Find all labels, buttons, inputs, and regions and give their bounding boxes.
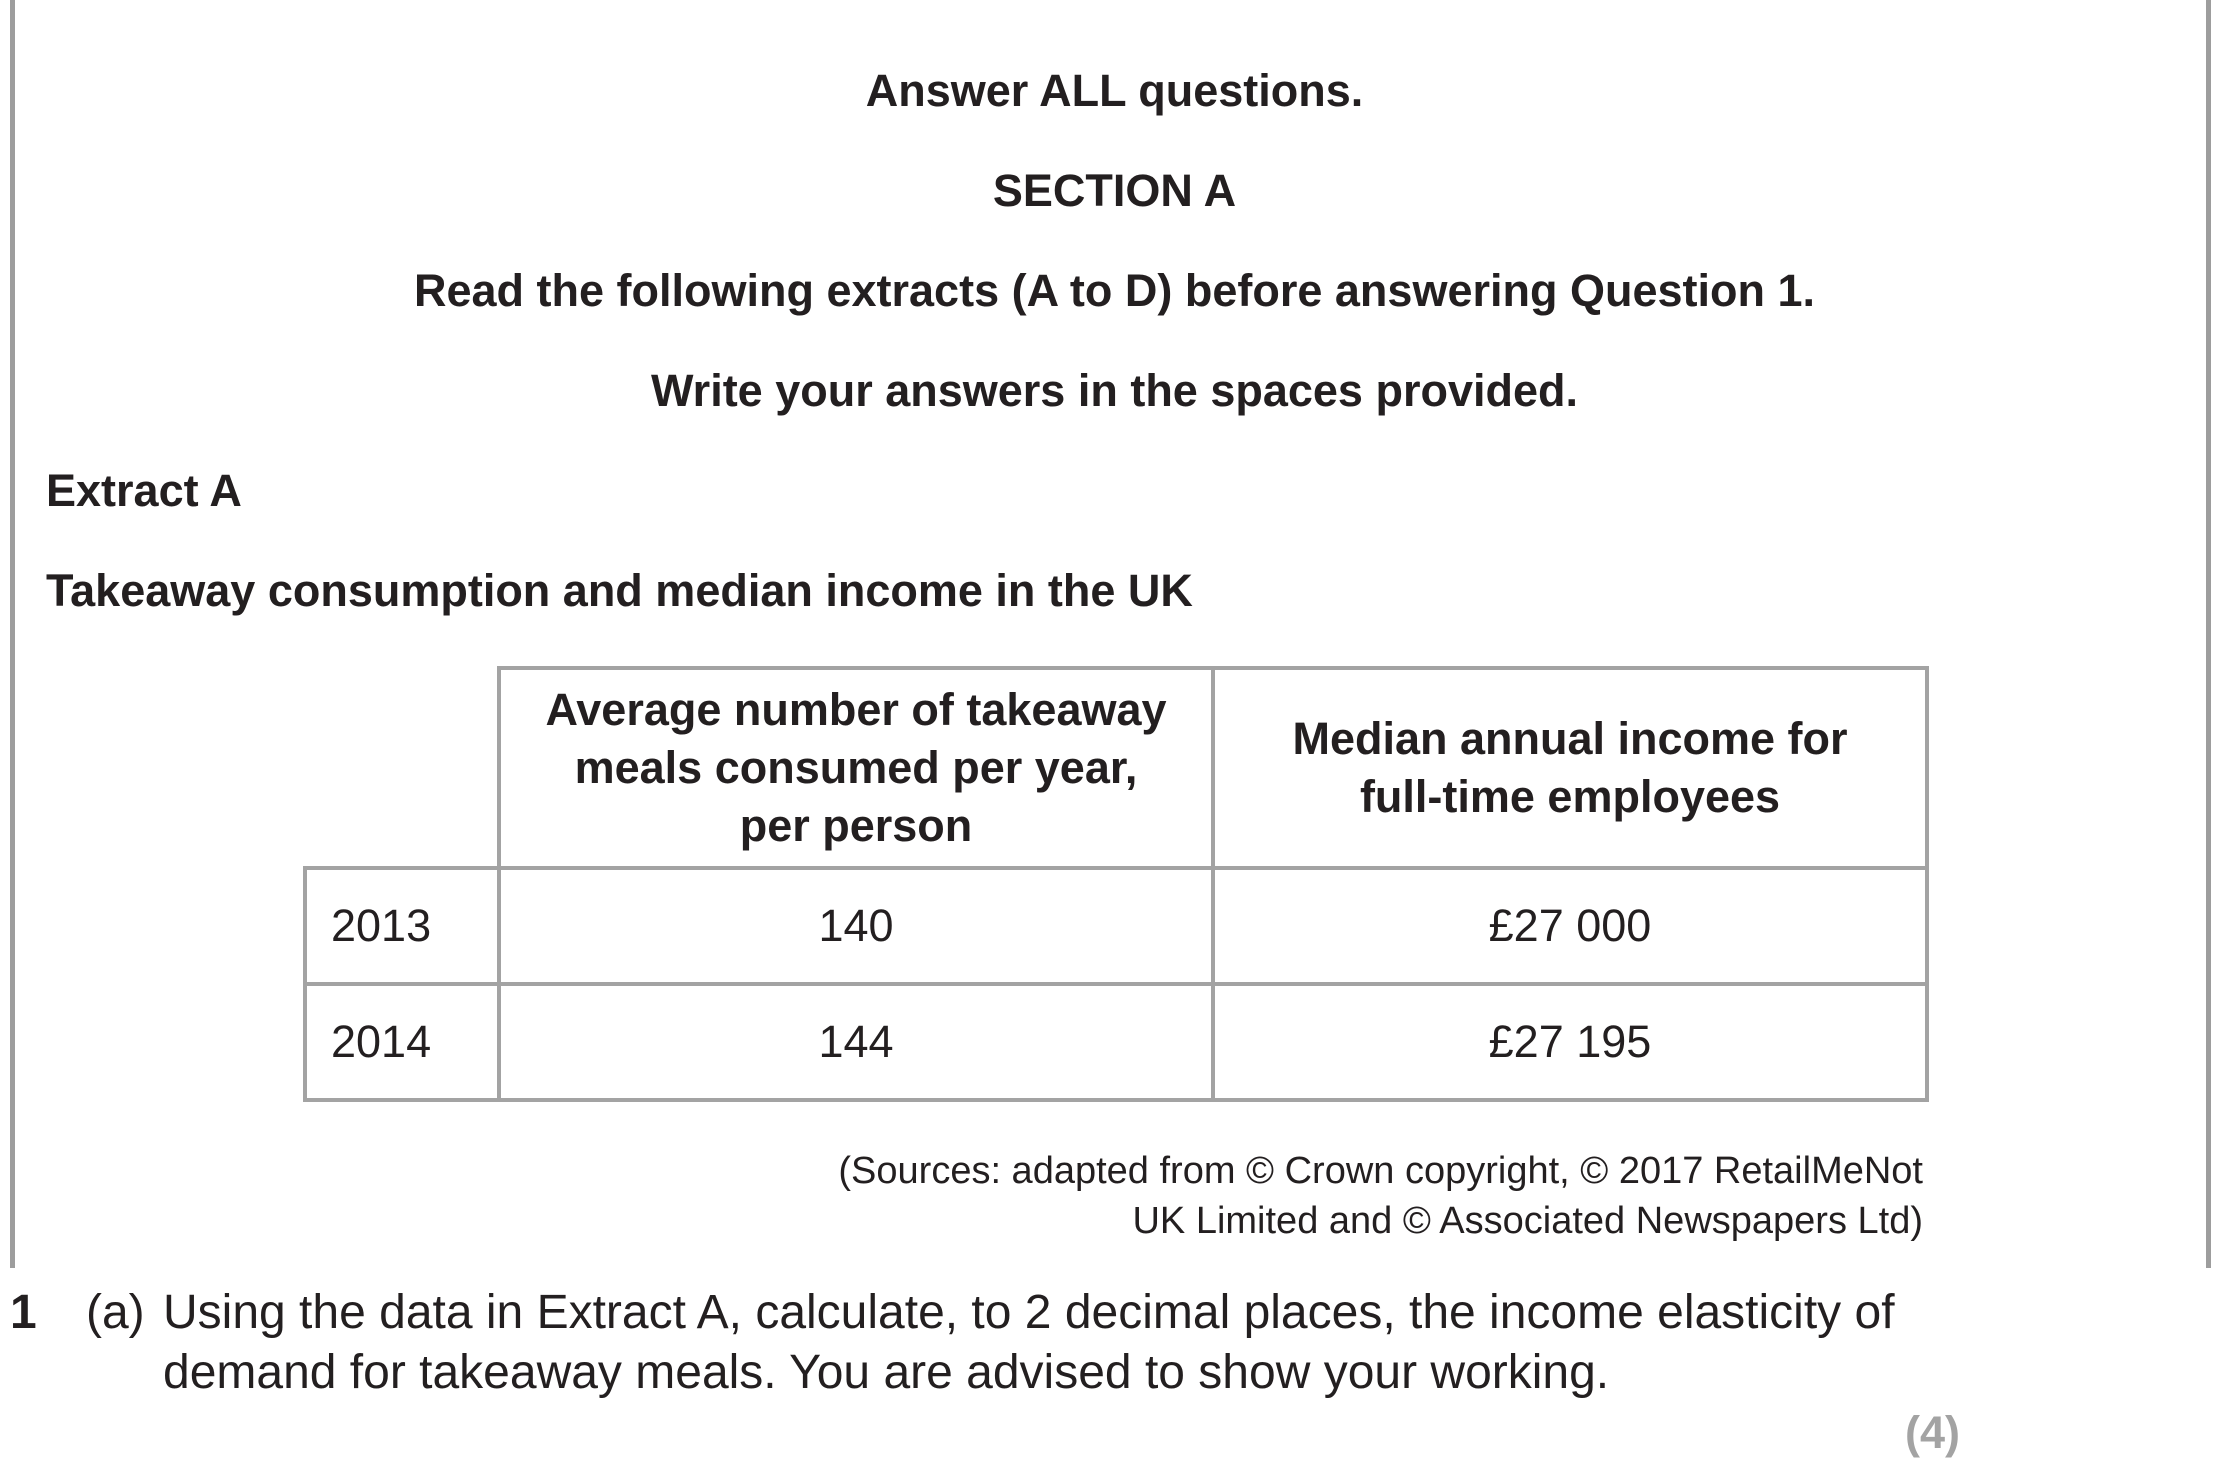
table-row	[305, 868, 1927, 984]
extract-sources	[838, 1146, 1923, 1246]
table-cell-meals: 140	[499, 868, 1213, 984]
table-cell-income: £27 000	[1213, 868, 1927, 984]
extract-label: Extract A	[46, 465, 242, 516]
table-header-row	[305, 668, 1927, 868]
sources-line-1: (Sources: adapted from © Crown copyright, © 2017 RetailMeNot	[838, 1150, 1923, 1192]
instruction-read-extracts: Read the following extracts (A to D) before answering Question 1.	[413, 265, 1816, 316]
table-cell-year: 2014	[305, 984, 499, 1100]
question-text-line-1: Using the data in Extract A, calculate, to 2 decimal places, the income elasticity of	[163, 1286, 1895, 1339]
instruction-write-answers: Write your answers in the spaces provided.	[651, 365, 1578, 416]
table-header-empty-cell	[305, 668, 499, 868]
instruction-answer-all: Answer ALL questions.	[865, 65, 1364, 116]
table-cell-income: £27 195	[1213, 984, 1927, 1100]
table-header-income	[1213, 668, 1927, 868]
table-cell-meals: 144	[499, 984, 1213, 1100]
header-meals-line-1: Average number of takeaway	[545, 684, 1167, 735]
question-text	[163, 1283, 1983, 1403]
extract-data-table	[303, 666, 1929, 1102]
question-marks: (4)	[1905, 1407, 1960, 1458]
table-header-meals	[499, 668, 1213, 868]
sources-line-2: UK Limited and © Associated Newspapers Ltd)	[1132, 1200, 1923, 1242]
table-cell-year: 2013	[305, 868, 499, 984]
header-income-line-2: full-time employees	[1359, 771, 1781, 822]
header-income-line-1: Median annual income for	[1292, 713, 1848, 764]
question-text-line-2: demand for takeaway meals. You are advised to show your working.	[163, 1346, 1610, 1399]
header-meals-line-3: per person	[739, 800, 973, 851]
extract-title: Takeaway consumption and median income in the UK	[46, 565, 1193, 616]
table-row	[305, 984, 1927, 1100]
question-number: 1	[10, 1286, 37, 1339]
header-meals-line-2: meals consumed per year,	[574, 742, 1138, 793]
section-heading: SECTION A	[992, 165, 1237, 216]
question-part: (a)	[86, 1286, 145, 1339]
